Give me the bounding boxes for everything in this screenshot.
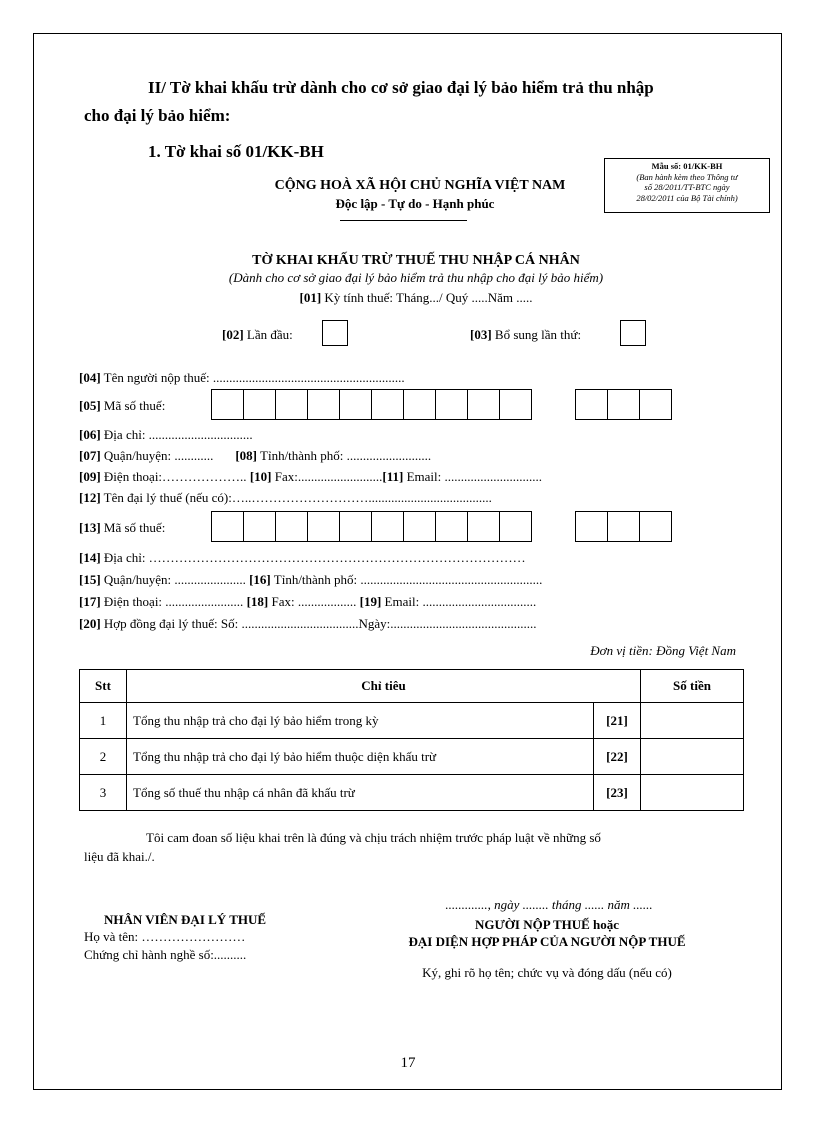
mau-so-line2: (Ban hành kèm theo Thông tư xyxy=(636,171,738,182)
form-title: TỜ KHAI KHẤU TRỪ THUẾ THU NHẬP CÁ NHÂN xyxy=(252,253,580,268)
mau-so-line4: 28/02/2011 của Bộ Tài chính) xyxy=(636,192,738,203)
field-05: [05] Mã số thuế: xyxy=(79,398,166,413)
subheading: 1. Tờ khai số 01/KK-BH xyxy=(148,142,324,161)
header-amount: Số tiền xyxy=(641,670,744,703)
row-stt: 2 xyxy=(80,739,127,775)
agent-title: NHÂN VIÊN ĐẠI LÝ THUẾ xyxy=(104,912,267,927)
tax-code-input-2[interactable] xyxy=(212,511,532,542)
field-17-19: [17] Điện thoại: ........................ [18] Fax: .................. [19] Email: ................................... xyxy=(79,594,537,609)
page-number: 17 xyxy=(400,1055,416,1071)
first-time-checkbox[interactable] xyxy=(322,320,348,346)
row-code: [22] xyxy=(594,739,641,775)
row-label: Tổng số thuế thu nhập cá nhân đã khấu trừ xyxy=(127,775,594,811)
table-row xyxy=(80,739,744,775)
section-heading: II/ Tờ khai khấu trừ dành cho cơ sở giao đại lý bảo hiểm trả thu nhập xyxy=(148,78,654,97)
payer-title: NGƯỜI NỘP THUẾ hoặc xyxy=(474,917,620,932)
mau-so: Mẫu số: 01/KK-BH xyxy=(651,161,723,171)
header-indicator: Chỉ tiêu xyxy=(127,670,641,703)
currency-unit: Đơn vị tiền: Đồng Việt Nam xyxy=(590,643,736,658)
payer-title-2: ĐẠI DIỆN HỢP PHÁP CỦA NGƯỜI NỘP THUẾ xyxy=(408,934,686,949)
field-20: [20] Hợp đồng đại lý thuế: Số: ....................................Ngày:............................................. xyxy=(79,616,537,631)
motto: Độc lập - Tự do - Hạnh phúc xyxy=(335,196,495,211)
date-line: ............., ngày ........ tháng ...... năm ...... xyxy=(445,897,653,912)
table-row xyxy=(80,775,744,811)
supplement-label: [03] Bổ sung lần thứ: xyxy=(470,327,582,342)
motto-underline xyxy=(340,220,467,221)
declaration-cont: liệu đã khai./. xyxy=(84,849,155,864)
field-04: [04] Tên người nộp thuế: ........................................................... xyxy=(79,370,405,385)
row-code: [21] xyxy=(594,703,641,739)
row-label: Tổng thu nhập trả cho đại lý bảo hiểm thuộc diện khấu trừ xyxy=(127,739,594,775)
table-header-row xyxy=(80,670,744,703)
row-label: Tổng thu nhập trả cho đại lý bảo hiểm trong kỳ xyxy=(127,703,594,739)
row-stt: 3 xyxy=(80,775,127,811)
agent-name: Họ và tên: …………………… xyxy=(84,929,246,944)
field-15-16: [15] Quận/huyện: ...................... [16] Tỉnh/thành phố: ........................................................ xyxy=(79,572,543,587)
republic-name: CỘNG HOÀ XÃ HỘI CHỦ NGHĨA VIỆT NAM xyxy=(274,178,566,193)
form-number-box xyxy=(604,158,770,213)
tax-period: [01] Kỳ tính thuế: Tháng.../ Quý .....Năm ..... xyxy=(299,290,533,305)
field-13: [13] Mã số thuế: xyxy=(79,520,166,535)
header-stt: Stt xyxy=(80,670,127,703)
agent-cert: Chứng chỉ hành nghề số:.......... xyxy=(84,947,247,962)
table-row xyxy=(80,703,744,739)
field-07-08: [07] Quận/huyện: ............ [08] Tỉnh/thành phố: .......................... xyxy=(79,448,432,463)
row-code: [23] xyxy=(594,775,641,811)
row-amount-input[interactable] xyxy=(641,775,744,811)
field-06: [06] Địa chỉ: ................................ xyxy=(79,427,253,442)
row-amount-input[interactable] xyxy=(641,739,744,775)
indicator-table xyxy=(79,669,744,811)
row-amount-input[interactable] xyxy=(641,703,744,739)
declaration: Tôi cam đoan số liệu khai trên là đúng và chịu trách nhiệm trước pháp luật về những số xyxy=(146,830,601,845)
payer-sign-note: Ký, ghi rõ họ tên; chức vụ và đóng dấu (nếu có) xyxy=(422,965,672,980)
section-heading-cont: cho đại lý bảo hiểm: xyxy=(84,106,231,125)
field-12: [12] Tên đại lý thuế (nếu có):…..………………………...................................... xyxy=(79,490,492,505)
field-09-11: [09] Điện thoại:……………….. [10] Fax:..........................[11] Email: .............................. xyxy=(79,469,542,484)
first-time-label: [02] Lần đầu: xyxy=(222,327,293,342)
row-stt: 1 xyxy=(80,703,127,739)
supplement-checkbox[interactable] xyxy=(620,320,646,346)
field-14: [14] Địa chỉ: …………………………………………………………………………… xyxy=(79,550,526,565)
form-subtitle: (Dành cho cơ sở giao đại lý bảo hiểm trả thu nhập cho đại lý bảo hiểm) xyxy=(228,270,604,285)
tax-code-input-1b[interactable] xyxy=(576,389,672,420)
mau-so-line3: số 28/2011/TT-BTC ngày xyxy=(644,182,730,192)
tax-code-input-1[interactable] xyxy=(212,389,532,420)
tax-code-input-2b[interactable] xyxy=(576,511,672,542)
